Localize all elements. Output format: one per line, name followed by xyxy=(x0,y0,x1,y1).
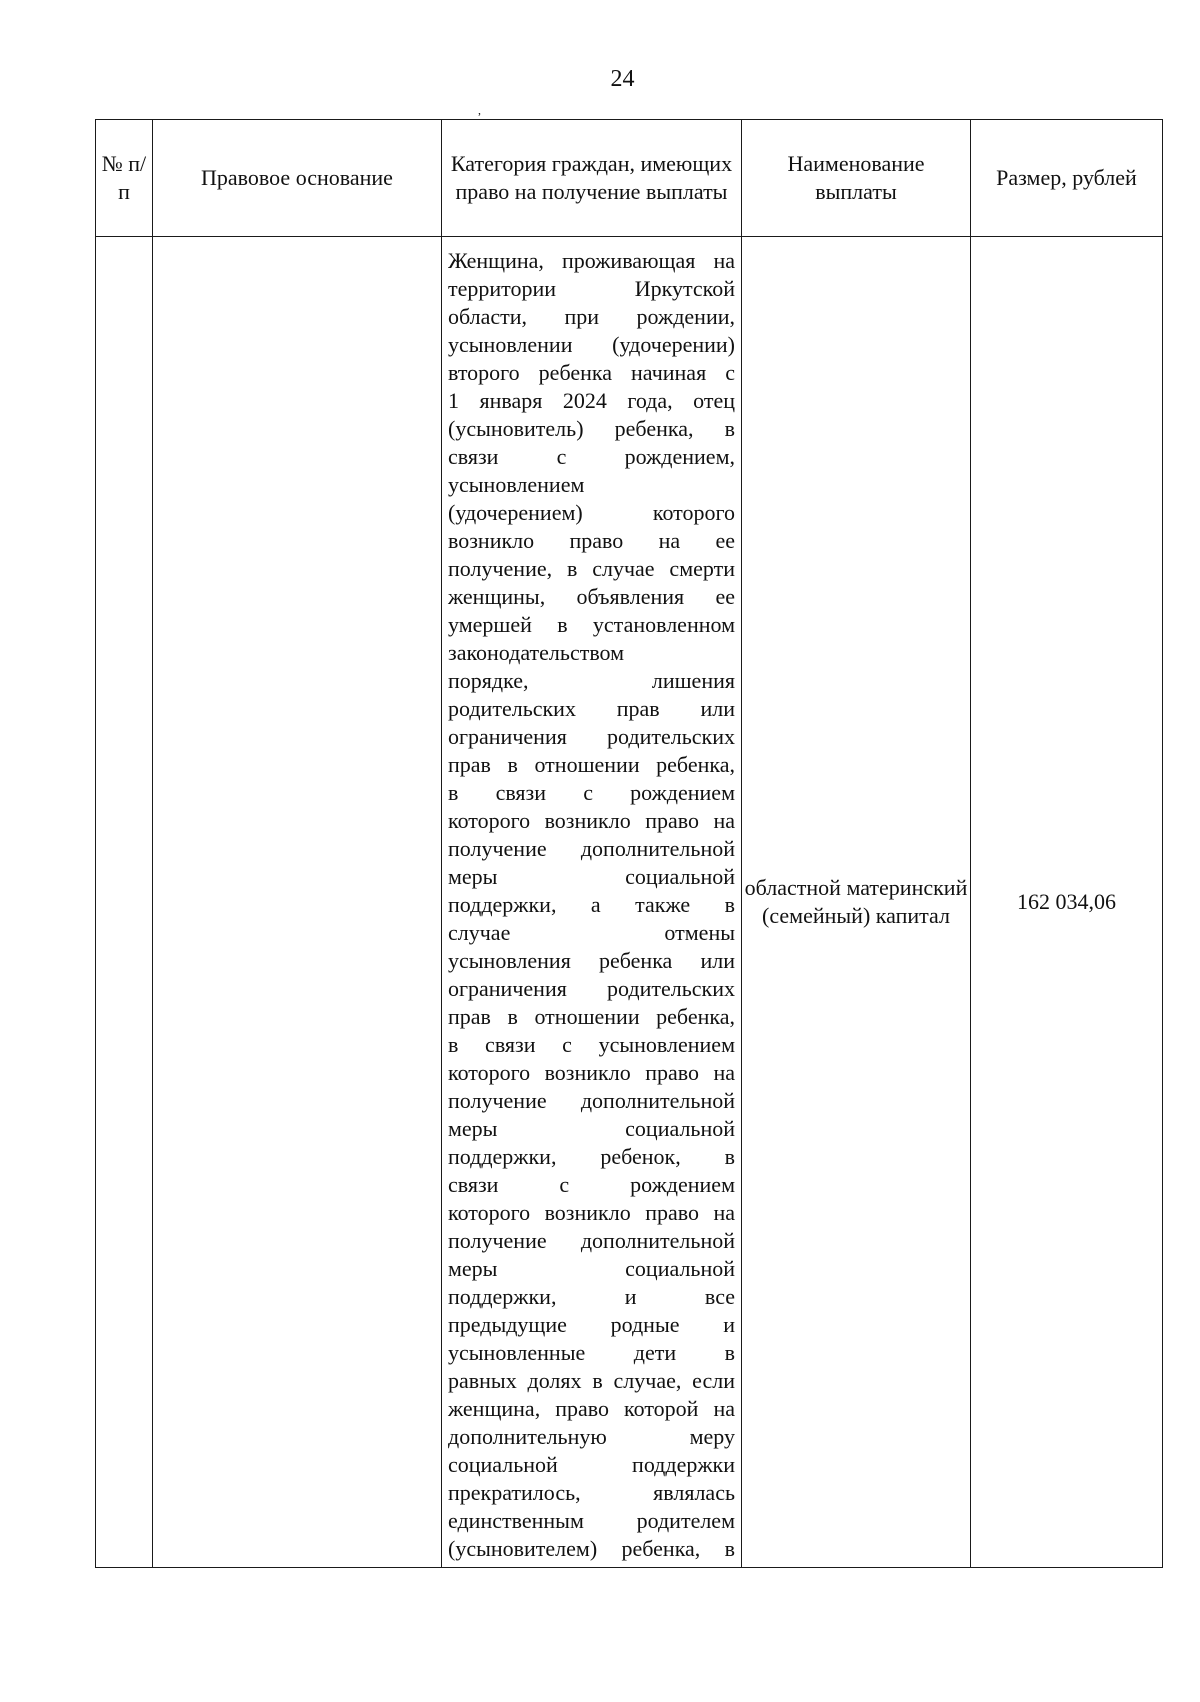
category-line: усыновления ребенка или xyxy=(448,948,735,973)
category-line: порядке, лишения xyxy=(448,668,735,693)
header-number: № п/п xyxy=(96,120,153,237)
header-category: Категория граждан, имеющих право на получение выплаты xyxy=(442,120,742,237)
category-line: Женщина, проживающая на xyxy=(448,248,735,273)
table-row xyxy=(96,237,1163,1568)
category-line: меры социальной xyxy=(448,864,735,889)
category-line: социальной поддержки xyxy=(448,1452,735,1477)
stray-mark: , xyxy=(478,103,481,117)
category-line: прекратилось, являлась xyxy=(448,1480,735,1505)
cell-legal-basis xyxy=(153,237,442,1568)
cell-payment-name: областной материнский (семейный) капитал xyxy=(742,237,971,1568)
category-line: прав в отношении ребенка, xyxy=(448,752,735,777)
category-line: единственным родителем xyxy=(448,1508,735,1533)
category-line: которого возникло право на xyxy=(448,1060,735,1085)
category-line: которого возникло право на xyxy=(448,1200,735,1225)
category-line: случае отмены xyxy=(448,920,735,945)
category-line: связи с рождением, xyxy=(448,444,735,469)
header-amount: Размер, рублей xyxy=(971,120,1163,237)
category-line: ограничения родительских xyxy=(448,976,735,1001)
category-line: связи с рождением xyxy=(448,1172,735,1197)
category-line: возникло право на ее xyxy=(448,528,735,553)
category-text xyxy=(448,247,735,1563)
category-line: (усыновителем) ребенка, в xyxy=(448,1536,735,1561)
category-line: умершей в установленном xyxy=(448,612,735,637)
category-line: которого возникло право на xyxy=(448,808,735,833)
category-line: (удочерением) которого xyxy=(448,500,735,525)
category-line: женщина, право которой на xyxy=(448,1396,735,1421)
category-line: ограничения родительских xyxy=(448,724,735,749)
header-legal-basis: Правовое основание xyxy=(153,120,442,237)
page-number: 24 xyxy=(610,66,635,92)
category-line: получение дополнительной xyxy=(448,836,735,861)
category-line: области, при рождении, xyxy=(448,304,735,329)
category-line: в связи с рождением xyxy=(448,780,735,805)
cell-number xyxy=(96,237,153,1568)
cell-category xyxy=(442,237,742,1568)
cell-amount: 162 034,06 xyxy=(971,237,1163,1568)
category-line: получение дополнительной xyxy=(448,1088,735,1113)
category-line: поддержки, ребенок, в xyxy=(448,1144,735,1169)
category-line: 1 января 2024 года, отец xyxy=(448,388,735,413)
category-line: получение дополнительной xyxy=(448,1228,735,1253)
category-line: поддержки, и все xyxy=(448,1284,735,1309)
header-payment-name: Наименование выплаты xyxy=(742,120,971,237)
category-line: меры социальной xyxy=(448,1116,735,1141)
category-line: родительских прав или xyxy=(448,696,735,721)
category-line: прав в отношении ребенка, xyxy=(448,1004,735,1029)
category-line: усыновленные дети в xyxy=(448,1340,735,1365)
table-header-row xyxy=(96,120,1163,237)
category-line: (усыновитель) ребенка, в xyxy=(448,416,735,441)
category-line: меры социальной xyxy=(448,1256,735,1281)
payments-table xyxy=(95,119,1163,1568)
category-line: поддержки, а также в xyxy=(448,892,735,917)
category-line: дополнительную меру xyxy=(448,1424,735,1449)
category-line: усыновлением xyxy=(448,472,585,497)
category-line: законодательством xyxy=(448,640,625,665)
category-line: предыдущие родные и xyxy=(448,1312,735,1337)
category-line: территории Иркутской xyxy=(448,276,735,301)
category-line: усыновлении (удочерении) xyxy=(448,332,735,357)
category-line: равных долях в случае, если xyxy=(448,1368,735,1393)
category-line: получение, в случае смерти xyxy=(448,556,735,581)
category-line: в связи с усыновлением xyxy=(448,1032,735,1057)
category-line: второго ребенка начиная с xyxy=(448,360,735,385)
category-line: женщины, объявления ее xyxy=(448,584,735,609)
